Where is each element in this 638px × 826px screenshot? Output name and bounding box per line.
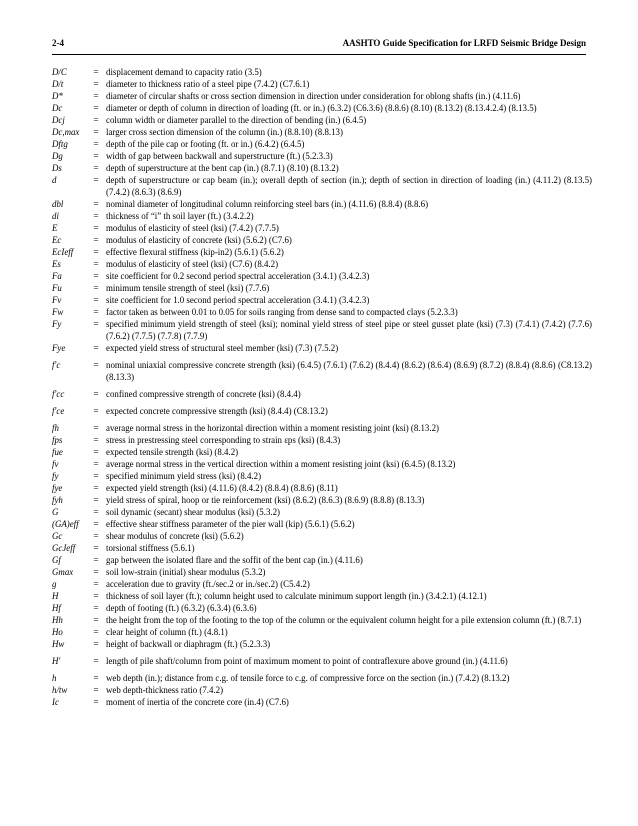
page-header bbox=[52, 38, 586, 52]
definition-row bbox=[52, 306, 592, 318]
definition-row bbox=[52, 696, 592, 708]
definition-symbol: D/t bbox=[52, 79, 64, 89]
definition-text: modulus of elasticity of concrete (ksi) (5.6.2) (C7.6) bbox=[106, 235, 292, 245]
definition-symbol: GcJeff bbox=[52, 543, 76, 553]
equals-sign: = bbox=[93, 639, 99, 649]
equals-sign: = bbox=[93, 343, 99, 353]
definition-text: displacement demand to capacity ratio (3.5) bbox=[106, 67, 262, 77]
definition-row bbox=[52, 458, 592, 470]
definition-text: moment of inertia of the concrete core (in.4) (C7.6) bbox=[106, 697, 289, 707]
equals-sign: = bbox=[93, 163, 99, 173]
definition-symbol: Dcj bbox=[52, 115, 65, 125]
definition-row bbox=[52, 126, 592, 138]
definition-row bbox=[52, 470, 592, 482]
definition-text: depth of superstructure at the bent cap (in.) (8.7.1) (8.10) (8.13.2) bbox=[106, 163, 339, 173]
equals-sign: = bbox=[93, 103, 99, 113]
definition-row bbox=[52, 506, 592, 518]
definition-symbol: H′ bbox=[52, 656, 61, 666]
definition-row bbox=[52, 422, 592, 434]
definition-text: clear height of column (ft.) (4.8.1) bbox=[106, 627, 228, 637]
equals-sign: = bbox=[93, 91, 99, 101]
definition-symbol: Fy bbox=[52, 319, 62, 329]
equals-sign: = bbox=[93, 199, 99, 209]
definition-row bbox=[52, 655, 592, 667]
definition-symbol: Fu bbox=[52, 283, 62, 293]
equals-sign: = bbox=[93, 235, 99, 245]
definition-symbol: Ho bbox=[52, 627, 63, 637]
definition-symbol: f′ce bbox=[52, 406, 65, 416]
definition-symbol: d bbox=[52, 175, 57, 185]
definition-row bbox=[52, 150, 592, 162]
equals-sign: = bbox=[93, 567, 99, 577]
definition-row bbox=[52, 614, 592, 626]
equals-sign: = bbox=[93, 555, 99, 565]
definition-symbol: fy bbox=[52, 471, 59, 481]
equals-sign: = bbox=[93, 435, 99, 445]
definition-symbol: Fye bbox=[52, 343, 66, 353]
definition-text: thickness of “i” th soil layer (ft.) (3.4.2.2) bbox=[106, 211, 254, 221]
definition-text: depth of superstructure or cap beam (in.); overall depth of section (in.); depth of section in direction of loading (in.) (4.11.2) (8.13.5) (7.4.2) (8.6.3) (8.6.9) bbox=[106, 175, 592, 197]
equals-sign: = bbox=[93, 471, 99, 481]
definition-text: effective flexural stiffness (kip-in2) (5.6.1) (5.6.2) bbox=[106, 247, 284, 257]
definition-row bbox=[52, 566, 592, 578]
definition-row bbox=[52, 294, 592, 306]
definition-text: effective shear stiffness parameter of the pier wall (kip) (5.6.1) (5.6.2) bbox=[106, 519, 355, 529]
definition-text: specified minimum yield strength of steel (ksi); nominal yield stress of steel pipe or steel gusset plate (ksi) (7.3) (7.4.1) (7.4.2) (7.7.6) (7.6.2) (7.7.5) (7.7.8) (7.7.9) bbox=[106, 319, 592, 341]
definition-symbol: D* bbox=[52, 91, 63, 101]
definition-row bbox=[52, 342, 592, 354]
definition-symbol: Es bbox=[52, 259, 61, 269]
definition-row bbox=[52, 446, 592, 458]
definition-symbol: G bbox=[52, 507, 59, 517]
equals-sign: = bbox=[93, 579, 99, 589]
definition-symbol: EcIeff bbox=[52, 247, 74, 257]
definition-symbol: H bbox=[52, 591, 59, 601]
definition-text: nominal diameter of longitudinal column reinforcing steel bars (in.) (4.11.6) (8.8.4) (8.8.6) bbox=[106, 199, 429, 209]
definition-symbol: f′cc bbox=[52, 389, 65, 399]
definition-text: thickness of soil layer (ft.); column height used to calculate minimum support length (in.) (3.4.2.1) (4.12.1) bbox=[106, 591, 487, 601]
definition-row bbox=[52, 554, 592, 566]
equals-sign: = bbox=[93, 271, 99, 281]
definition-row bbox=[52, 518, 592, 530]
definition-text: height of backwall or diaphragm (ft.) (5.2.3.3) bbox=[106, 639, 271, 649]
equals-sign: = bbox=[93, 673, 99, 683]
definition-text: the height from the top of the footing to the top of the column or the equivalent column height for a pile extension column (ft.) (8.7.1) bbox=[106, 615, 582, 625]
equals-sign: = bbox=[93, 247, 99, 257]
definition-row bbox=[52, 162, 592, 174]
definition-text: expected yield strength (ksi) (4.11.6) (8.4.2) (8.8.4) (8.8.6) (8.11) bbox=[106, 483, 338, 493]
definition-text: factor taken as between 0.01 to 0.05 for soils ranging from dense sand to compacted clays (5.2.3.3) bbox=[106, 307, 458, 317]
definitions-list bbox=[52, 66, 592, 708]
definition-symbol: Dc,max bbox=[52, 127, 80, 137]
definition-row bbox=[52, 138, 592, 150]
definition-row bbox=[52, 234, 592, 246]
definition-symbol: Fv bbox=[52, 295, 62, 305]
definition-symbol: Hh bbox=[52, 615, 63, 625]
equals-sign: = bbox=[93, 79, 99, 89]
equals-sign: = bbox=[93, 495, 99, 505]
equals-sign: = bbox=[93, 307, 99, 317]
equals-sign: = bbox=[93, 483, 99, 493]
equals-sign: = bbox=[93, 139, 99, 149]
equals-sign: = bbox=[93, 360, 99, 370]
running-title: AASHTO Guide Specification for LRFD Seismic Bridge Design bbox=[342, 38, 586, 48]
equals-sign: = bbox=[93, 531, 99, 541]
definition-text: column width or diameter parallel to the direction of bending (in.) (6.4.5) bbox=[106, 115, 367, 125]
equals-sign: = bbox=[93, 211, 99, 221]
definition-row bbox=[52, 258, 592, 270]
equals-sign: = bbox=[93, 67, 99, 77]
definition-text: specified minimum yield stress (ksi) (8.4.2) bbox=[106, 471, 262, 481]
equals-sign: = bbox=[93, 615, 99, 625]
definition-text: soil dynamic (secant) shear modulus (ksi) (5.3.2) bbox=[106, 507, 281, 517]
page-number: 2-4 bbox=[52, 38, 64, 48]
definition-text: torsional stiffness (5.6.1) bbox=[106, 543, 195, 553]
equals-sign: = bbox=[93, 603, 99, 613]
definition-text: web depth (in.); distance from c.g. of tensile force to c.g. of compressive force on the section (in.) (7.4.2) (8.13.2) bbox=[106, 673, 510, 683]
definition-row bbox=[52, 578, 592, 590]
definition-symbol: Hw bbox=[52, 639, 65, 649]
definition-text: expected concrete compressive strength (ksi) (8.4.4) (C8.13.2) bbox=[106, 406, 328, 416]
definition-text: modulus of elasticity of steel (ksi) (C7.6) (8.4.2) bbox=[106, 259, 279, 269]
definition-symbol: D/C bbox=[52, 67, 67, 77]
definition-text: site coefficient for 0.2 second period spectral acceleration (3.4.1) (3.4.2.3) bbox=[106, 271, 370, 281]
definition-row bbox=[52, 602, 592, 614]
definition-row bbox=[52, 114, 592, 126]
definition-symbol: Dc bbox=[52, 103, 63, 113]
equals-sign: = bbox=[93, 406, 99, 416]
definition-symbol: E bbox=[52, 223, 58, 233]
equals-sign: = bbox=[93, 656, 99, 666]
definition-text: expected yield stress of structural steel member (ksi) (7.3) (7.5.2) bbox=[106, 343, 339, 353]
definition-symbol: Ic bbox=[52, 697, 59, 707]
definition-text: average normal stress in the vertical direction within a moment resisting joint (ksi) (6.4.5) (8.13.2) bbox=[106, 459, 456, 469]
equals-sign: = bbox=[93, 389, 99, 399]
definition-symbol: (GA)eff bbox=[52, 519, 79, 529]
definition-text: site coefficient for 1.0 second period spectral acceleration (3.4.1) (3.4.2.3) bbox=[106, 295, 370, 305]
definition-row bbox=[52, 494, 592, 506]
definition-row bbox=[52, 638, 592, 650]
definition-row bbox=[52, 684, 592, 696]
equals-sign: = bbox=[93, 259, 99, 269]
definition-row bbox=[52, 388, 592, 400]
definition-symbol: di bbox=[52, 211, 59, 221]
definition-symbol: fv bbox=[52, 459, 59, 469]
definition-text: length of pile shaft/column from point of maximum moment to point of contraflexure above ground (in.) (4.11.6) bbox=[106, 656, 508, 666]
equals-sign: = bbox=[93, 591, 99, 601]
definition-text: depth of footing (ft.) (6.3.2) (6.3.4) (6.3.6) bbox=[106, 603, 257, 613]
equals-sign: = bbox=[93, 175, 99, 185]
definition-row bbox=[52, 66, 592, 78]
definition-row bbox=[52, 405, 592, 417]
equals-sign: = bbox=[93, 447, 99, 457]
definition-symbol: Gf bbox=[52, 555, 61, 565]
definition-text: acceleration due to gravity (ft./sec.2 or in./sec.2) (C5.4.2) bbox=[106, 579, 310, 589]
definition-row bbox=[52, 590, 592, 602]
definition-row bbox=[52, 434, 592, 446]
equals-sign: = bbox=[93, 543, 99, 553]
equals-sign: = bbox=[93, 459, 99, 469]
definition-symbol: Fa bbox=[52, 271, 62, 281]
definition-row bbox=[52, 318, 592, 342]
definition-text: width of gap between backwall and superstructure (ft.) (5.2.3.3) bbox=[106, 151, 333, 161]
definition-symbol: Dg bbox=[52, 151, 63, 161]
definition-text: larger cross section dimension of the column (in.) (8.8.10) (8.8.13) bbox=[106, 127, 343, 137]
definition-row bbox=[52, 222, 592, 234]
definition-text: web depth-thickness ratio (7.4.2) bbox=[106, 685, 224, 695]
definition-text: confined compressive strength of concrete (ksi) (8.4.4) bbox=[106, 389, 301, 399]
definition-text: modulus of elasticity of steel (ksi) (7.4.2) (7.7.5) bbox=[106, 223, 279, 233]
equals-sign: = bbox=[93, 507, 99, 517]
definition-row bbox=[52, 282, 592, 294]
definition-symbol: Ec bbox=[52, 235, 62, 245]
equals-sign: = bbox=[93, 283, 99, 293]
equals-sign: = bbox=[93, 127, 99, 137]
definition-row bbox=[52, 672, 592, 684]
equals-sign: = bbox=[93, 685, 99, 695]
definition-symbol: fps bbox=[52, 435, 63, 445]
definition-row bbox=[52, 102, 592, 114]
definition-text: minimum tensile strength of steel (ksi) (7.7.6) bbox=[106, 283, 270, 293]
definition-symbol: Hf bbox=[52, 603, 61, 613]
definition-row bbox=[52, 626, 592, 638]
equals-sign: = bbox=[93, 627, 99, 637]
definition-text: nominal uniaxial compressive concrete strength (ksi) (6.4.5) (7.6.1) (7.6.2) (8.4.4) (8.6.2) (8.6.4) (8.6.9) (8.7.2) (8.8.4) (8.8.6) (C8.13.2) (8.13.3) bbox=[106, 360, 592, 382]
definition-symbol: Ds bbox=[52, 163, 62, 173]
definition-row bbox=[52, 482, 592, 494]
definition-text: diameter to thickness ratio of a steel pipe (7.4.2) (C7.6.1) bbox=[106, 79, 310, 89]
definition-symbol: Gc bbox=[52, 531, 63, 541]
definition-row bbox=[52, 198, 592, 210]
equals-sign: = bbox=[93, 151, 99, 161]
equals-sign: = bbox=[93, 519, 99, 529]
definition-symbol: Gmax bbox=[52, 567, 74, 577]
definition-row bbox=[52, 210, 592, 222]
definition-text: depth of the pile cap or footing (ft. or in.) (6.4.2) (6.4.5) bbox=[106, 139, 305, 149]
definition-text: average normal stress in the horizontal direction within a moment resisting joint (ksi) (8.13.2) bbox=[106, 423, 439, 433]
equals-sign: = bbox=[93, 223, 99, 233]
definition-row bbox=[52, 359, 592, 383]
definition-row bbox=[52, 90, 592, 102]
definition-row bbox=[52, 246, 592, 258]
definition-text: expected tensile strength (ksi) (8.4.2) bbox=[106, 447, 239, 457]
header-rule bbox=[52, 54, 586, 55]
definition-text: shear modulus of concrete (ksi) (5.6.2) bbox=[106, 531, 244, 541]
equals-sign: = bbox=[93, 295, 99, 305]
definition-symbol: dbl bbox=[52, 199, 64, 209]
definition-symbol: fye bbox=[52, 483, 63, 493]
definition-text: gap between the isolated flare and the soffit of the bent cap (in.) (4.11.6) bbox=[106, 555, 363, 565]
definition-text: soil low-strain (initial) shear modulus (5.3.2) bbox=[106, 567, 266, 577]
definition-symbol: fyh bbox=[52, 495, 63, 505]
definition-text: diameter or depth of column in direction of loading (ft. or in.) (6.3.2) (C6.3.6) (8.8.6) (8.10) (8.13.2) (8.13.4.2.4) (8.13.5) bbox=[106, 103, 537, 113]
definition-symbol: Dftg bbox=[52, 139, 68, 149]
definition-symbol: h bbox=[52, 673, 57, 683]
definition-row bbox=[52, 542, 592, 554]
definition-text: yield stress of spiral, hoop or tie reinforcement (ksi) (8.6.2) (8.6.3) (8.6.9) (8.8.8) (8.13.3) bbox=[106, 495, 425, 505]
equals-sign: = bbox=[93, 423, 99, 433]
definition-text: stress in prestressing steel corresponding to strain εps (ksi) (8.4.3) bbox=[106, 435, 341, 445]
equals-sign: = bbox=[93, 697, 99, 707]
definition-row bbox=[52, 270, 592, 282]
definition-row bbox=[52, 530, 592, 542]
definition-symbol: g bbox=[52, 579, 57, 589]
equals-sign: = bbox=[93, 115, 99, 125]
definition-row bbox=[52, 78, 592, 90]
definition-symbol: f′c bbox=[52, 360, 61, 370]
definition-symbol: fue bbox=[52, 447, 63, 457]
equals-sign: = bbox=[93, 319, 99, 329]
definition-symbol: fh bbox=[52, 423, 59, 433]
definition-text: diameter of circular shafts or cross section dimension in direction under consideration for oblong shafts (in.) (4.11.6) bbox=[106, 91, 521, 101]
definition-symbol: h/tw bbox=[52, 685, 68, 695]
definition-symbol: Fw bbox=[52, 307, 64, 317]
definition-row bbox=[52, 174, 592, 198]
